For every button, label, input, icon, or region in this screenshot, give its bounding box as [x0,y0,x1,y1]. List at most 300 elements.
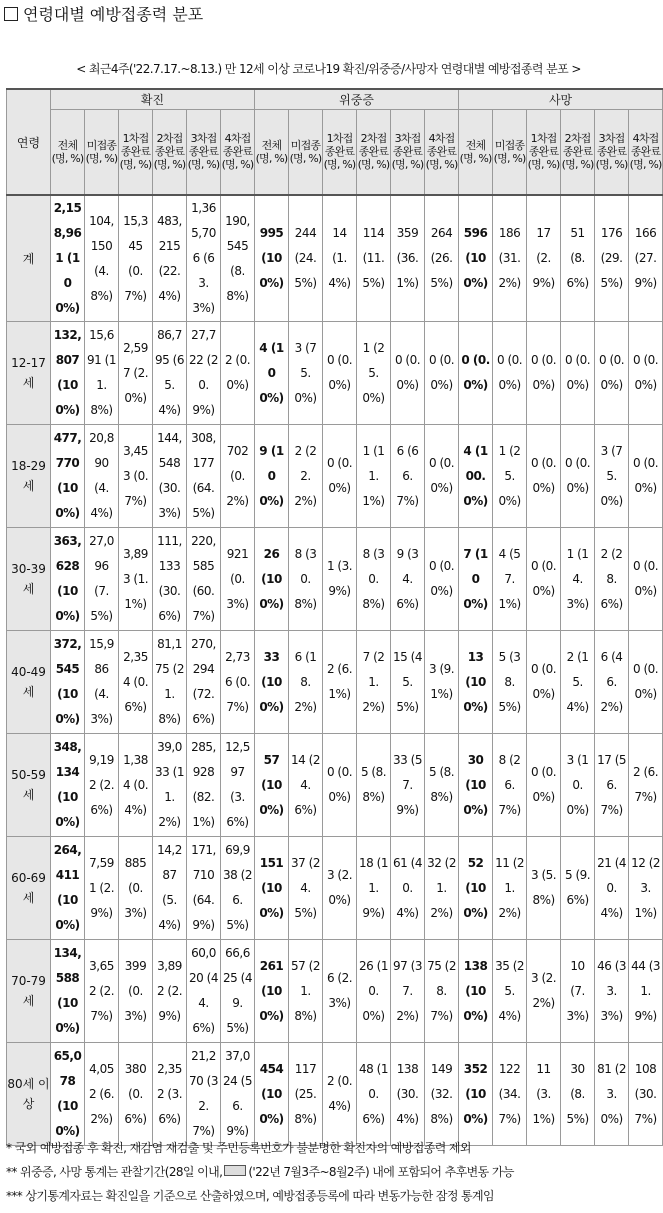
cell-percent: (10.6%) [362,1061,388,1126]
table-cell [629,322,663,425]
table-cell [119,940,153,1043]
table-cell [459,940,493,1043]
row-age-label: 80세 이상 [7,1043,51,1146]
footnote-3: *** 상기통계자료는 확진일을 기준으로 산출하였으며, 예방접종등록에 따라 변동가능한 잠정 통계임 [6,1189,495,1203]
table-cell [221,528,255,631]
cell-percent: (0.0%) [328,353,353,392]
row-age-label: 70-79세 [7,940,51,1043]
cell-percent: (0.7%) [124,263,147,303]
table-cell [119,195,153,322]
cell-percent: (6.7%) [634,765,659,804]
table-cell [425,940,459,1043]
header-subcol-0-5: 4차접종완료 (명, %) [221,109,255,195]
cell-count: 20,890 [89,431,114,470]
cell-count: 0 [326,353,335,367]
footnote-2-text-a: ** 위중증, 사망 통계는 관찰기간(28일 이내, [6,1165,223,1179]
header-subcol-1-4: 3차접종완료 (명, %) [391,109,425,195]
table-cell [459,734,493,837]
cell-count: 0 [599,353,607,367]
cell-percent: (21.8%) [158,662,184,726]
cell-percent: (25.8%) [294,1086,317,1126]
cell-count: 108 [634,1061,657,1076]
cell-count: 352 [463,1061,488,1076]
table-cell [255,322,289,425]
cell-count: 17 [597,752,612,767]
cell-percent: (65.4%) [158,353,184,417]
cell-percent: (2.3%) [328,971,353,1010]
cell-count: 0 [531,456,539,470]
table-row [7,631,663,734]
cell-count: 4 [498,546,506,561]
cell-percent: (25.4%) [498,958,525,1023]
cell-count: 51 [570,226,585,240]
table-cell [595,837,629,940]
cell-percent: (0.6%) [124,1086,147,1126]
table-cell [153,940,187,1043]
cell-count: 308,177 [191,431,216,470]
table-cell [391,631,425,734]
cell-count: 2,597 [122,340,148,380]
cell-count: 3 [531,971,539,985]
cell-percent: (44.6%) [192,971,218,1035]
cell-count: 17 [536,226,551,240]
table-cell [85,1043,119,1146]
cell-count: 2 [294,443,302,458]
table-cell [527,425,561,528]
table-row [7,1043,663,1146]
cell-count: 10 [570,958,585,973]
cell-percent: (0.0%) [566,353,591,392]
cell-percent: (0.6%) [124,674,149,714]
table-cell [629,1043,663,1146]
cell-percent: (100%) [463,674,488,714]
cell-count: 2,354 [122,649,148,689]
table-cell [561,528,595,631]
cell-percent: (0.0%) [226,353,251,392]
table-cell [85,425,119,528]
cell-count: 8 [498,752,506,767]
table-cell [255,195,289,322]
cell-count: 27,096 [89,534,114,573]
table-cell [323,195,357,322]
cell-percent: (11.2%) [158,765,184,829]
cell-count: 3,893 [122,546,148,586]
cell-percent: (75.0%) [600,443,623,508]
table-cell [629,425,663,528]
cell-count: 9 [259,443,268,458]
cell-percent: (57.1%) [498,546,521,611]
cell-count: 0 [633,353,641,367]
table-cell [323,631,357,734]
table-cell [493,734,527,837]
cell-count: 372,545 [53,637,82,676]
table-cell [119,528,153,631]
header-subcol-2-2: 1차접종완료 (명, %) [527,109,561,195]
cell-count: 3,652 [88,958,114,998]
cell-count: 14 [291,752,306,767]
cell-count: 75 [427,958,442,973]
cell-percent: (21.2%) [498,855,525,920]
cell-count: 30 [467,752,484,767]
table-cell [119,837,153,940]
cell-count: 26 [263,546,280,561]
cell-percent: (21.2%) [430,855,456,920]
cell-count: 111,133 [157,534,182,573]
table-cell [595,734,629,837]
cell-count: 1 [498,443,506,458]
table-cell [357,734,391,837]
table-cell [119,734,153,837]
header-subcol-0-0: 전체 (명, %) [51,109,85,195]
cell-count: 60,020 [189,946,216,985]
cell-count: 5 [360,765,369,779]
shaded-legend-box [224,1165,246,1176]
cell-percent: (0.0%) [498,353,523,392]
cell-count: 11 [495,855,510,870]
table-row [7,425,663,528]
table-cell [357,837,391,940]
cell-count: 2 [326,1074,335,1088]
table-cell [187,195,221,322]
cell-percent: (34.6%) [396,546,419,611]
cell-count: 65,078 [53,1049,82,1088]
header-group-death: 사망 [459,89,663,109]
table-cell [561,631,595,734]
cell-percent: (26.7%) [498,752,521,817]
table-cell [493,837,527,940]
cell-count: 151 [259,855,284,870]
cell-percent: (8.6%) [566,251,589,290]
cell-percent: (100%) [55,584,80,623]
cell-percent: (5.4%) [158,893,181,932]
cell-percent: (0.0%) [328,456,353,495]
cell-percent: (22.2%) [294,443,317,508]
cell-percent: (0.0%) [532,765,557,804]
cell-percent: (100%) [259,340,284,405]
cell-percent: (3.9%) [328,559,353,598]
table-cell [51,940,85,1043]
cell-percent: (2.7%) [90,983,115,1023]
table-cell [221,631,255,734]
cell-percent: (60.7%) [192,584,215,623]
cell-percent: (0.0%) [430,456,455,495]
table-cell [51,322,85,425]
table-cell [289,837,323,940]
cell-count: 0 [326,456,335,470]
cell-count: 3 [531,868,539,882]
cell-percent: (18.2%) [294,649,317,714]
cell-percent: (7.3%) [566,983,589,1023]
cell-count: 6 [294,649,302,664]
table-row [7,940,663,1043]
cell-percent: (23.1%) [634,855,661,920]
table-cell [629,734,663,837]
cell-percent: (26.5%) [226,868,252,932]
table-cell [629,837,663,940]
table-cell [221,837,255,940]
cell-percent: (0.0%) [634,559,659,598]
table-cell [153,631,187,734]
table-cell [459,1043,493,1146]
cell-count: 35 [495,958,510,973]
table-cell [493,425,527,528]
cell-percent: (9.1%) [430,662,455,701]
table-cell [187,528,221,631]
table-cell [391,425,425,528]
cell-percent: (11.1%) [362,443,385,508]
cell-percent: (21.2%) [362,649,385,714]
cell-count: 11 [536,1061,551,1076]
cell-percent: (6.1%) [328,662,353,701]
table-cell [153,195,187,322]
cell-count: 0 [461,353,470,367]
cell-count: 244 [294,226,317,240]
cell-count: 0 [394,353,403,367]
table-cell [221,734,255,837]
table-cell [595,940,629,1043]
cell-percent: (4.8%) [90,263,113,303]
table-cell [255,631,289,734]
header-subcol-0-2: 1차접종완료 (명, %) [119,109,153,195]
cell-count: 14 [332,226,347,240]
table-cell [85,195,119,322]
cell-percent: (0.0%) [532,456,557,495]
cell-count: 6 [326,971,335,985]
vaccination-history-table [6,88,663,1146]
table-cell [459,425,493,528]
cell-percent: (8.8%) [362,765,387,804]
table-cell [629,631,663,734]
cell-count: 8 [362,546,370,561]
cell-count: 81,175 [155,637,182,676]
cell-percent: (7.5%) [90,584,113,623]
cell-count: 348,134 [53,740,82,779]
cell-count: 885 [124,855,147,870]
table-cell [357,1043,391,1146]
table-cell [323,734,357,837]
table-cell [595,631,629,734]
cell-percent: (25.0%) [498,443,521,508]
cell-percent: (100%) [55,893,80,932]
cell-count: 0 [428,559,437,573]
table-cell [425,425,459,528]
cell-count: 3 [326,868,335,882]
cell-percent: (2.9%) [158,983,183,1023]
cell-count: 12,597 [225,740,250,779]
cell-count: 21 [597,855,612,870]
cell-count: 57 [291,958,306,973]
table-cell [459,528,493,631]
cell-count: 270,294 [191,637,216,676]
header-subcol-2-1: 미접종 (명, %) [493,109,527,195]
cell-percent: (29.5%) [600,251,623,290]
table-cell [357,528,391,631]
cell-percent: (0.7%) [226,674,251,714]
cell-percent: (46.2%) [600,649,623,714]
cell-count: 21,270 [189,1049,216,1088]
table-cell [153,425,187,528]
cell-count: 0 [531,765,539,779]
cell-count: 6 [396,443,404,458]
cell-count: 186 [498,226,521,240]
cell-percent: (27.9%) [634,251,657,290]
table-cell [289,528,323,631]
table-cell [425,734,459,837]
checkbox-square-icon [4,7,18,21]
table-cell [595,195,629,322]
table-cell [289,631,323,734]
cell-percent: (24.6%) [294,752,320,817]
cell-count: 3,453 [122,443,148,483]
table-cell [425,322,459,425]
table-cell [289,425,323,528]
cell-count: 5 [565,868,573,882]
table-cell [51,528,85,631]
table-cell [527,631,561,734]
table-cell [85,528,119,631]
table-cell [425,528,459,631]
cell-count: 0 [531,662,539,676]
cell-percent: (100%) [55,687,80,726]
cell-count: 1,384 [122,752,148,792]
table-cell [187,322,221,425]
cell-count: 702 [226,443,249,458]
cell-percent: (100%) [259,983,284,1023]
cell-count: 261 [259,958,284,973]
footnotes [6,1136,514,1208]
table-cell [221,322,255,425]
cell-count: 0 [633,456,641,470]
cell-count: 18 [359,855,374,870]
cell-percent: (11.5%) [362,251,385,290]
cell-percent: (34.7%) [498,1086,521,1126]
cell-percent: (8.5%) [566,1086,589,1126]
cell-percent: (100%) [259,1086,284,1126]
table-row [7,837,663,940]
cell-percent: (100%) [259,251,284,290]
cell-count: 0 [428,353,437,367]
cell-count: 48 [359,1061,374,1076]
cell-count: 117 [294,1061,317,1076]
cell-percent: (32.7%) [192,1074,218,1138]
header-subcol-1-3: 2차접종완료 (명, %) [357,109,391,195]
table-cell [289,734,323,837]
cell-count: 97 [393,958,408,973]
cell-percent: (0.0%) [430,353,455,392]
cell-percent: (82.1%) [192,790,215,829]
cell-percent: (2.6%) [90,777,115,817]
cell-percent: (33.3%) [600,958,627,1023]
cell-percent: (100%) [55,1099,80,1138]
cell-percent: (40.4%) [600,855,627,920]
cell-count: 2,736 [224,649,250,689]
cell-percent: (0.3%) [124,983,147,1023]
cell-percent: (0.3%) [226,571,249,611]
cell-percent: (72.6%) [192,687,215,726]
table-cell [323,837,357,940]
table-cell [153,837,187,940]
cell-percent: (9.6%) [566,868,591,907]
cell-percent: (100%) [55,251,80,315]
cell-percent: (64.9%) [192,893,215,932]
cell-percent: (100%) [259,571,284,611]
table-cell [357,425,391,528]
cell-percent: (21.8%) [294,958,320,1023]
header-subcol-1-2: 1차접종완료 (명, %) [323,109,357,195]
cell-count: 3 [566,752,574,767]
table-cell [119,322,153,425]
cell-count: 1 [362,340,370,355]
table-row [7,734,663,837]
cell-percent: (100%) [55,481,80,520]
table-cell [221,425,255,528]
table-cell [51,631,85,734]
cell-count: 15,345 [123,213,148,253]
cell-percent: (30.6%) [158,584,181,623]
cell-count: 454 [259,1061,284,1076]
cell-percent: (45.5%) [396,649,422,714]
section-title [4,4,203,26]
table-cell [391,528,425,631]
cell-count: 61 [393,855,408,870]
cell-percent: (2.9%) [532,251,555,290]
cell-percent: (20.9%) [192,353,218,417]
cell-count: 4,052 [88,1061,114,1101]
cell-percent: (100%) [463,983,488,1023]
cell-count: 176 [600,226,623,240]
table-cell [595,1043,629,1146]
cell-percent: (100%) [259,777,284,817]
table-cell [51,1043,85,1146]
cell-count: 149 [430,1061,453,1076]
header-subcol-2-5: 4차접종완료 (명, %) [629,109,663,195]
cell-percent: (4.4%) [90,481,113,520]
table-cell [527,195,561,322]
table-cell [595,528,629,631]
table-cell [527,940,561,1043]
cell-percent: (6.2%) [90,1086,115,1126]
table-cell [289,195,323,322]
table-cell [221,1043,255,1146]
table-cell [357,322,391,425]
cell-count: 69,938 [223,843,250,882]
cell-percent: (100%) [259,443,284,508]
cell-count: 190,545 [225,213,250,253]
cell-count: 33 [393,752,408,767]
cell-percent: (2.0%) [124,365,149,405]
footnote-2 [6,1160,514,1184]
cell-count: 144,548 [157,431,182,470]
cell-count: 5 [428,765,437,779]
cell-percent: (2.9%) [90,880,115,920]
table-cell [629,940,663,1043]
cell-count: 15,986 [89,637,114,676]
cell-count: 1 [326,559,335,573]
cell-percent: (0.0%) [600,353,625,392]
cell-percent: (100.0%) [463,443,488,508]
cell-count: 921 [226,546,249,561]
table-cell [323,528,357,631]
cell-percent: (100%) [463,777,488,817]
cell-percent: (40.4%) [396,855,422,920]
table-cell [51,195,85,322]
cell-count: 2 [600,546,608,561]
table-cell [187,425,221,528]
cell-percent: (0.4%) [124,777,149,817]
table-cell [85,631,119,734]
cell-percent: (0.7%) [124,468,149,508]
table-cell [425,837,459,940]
